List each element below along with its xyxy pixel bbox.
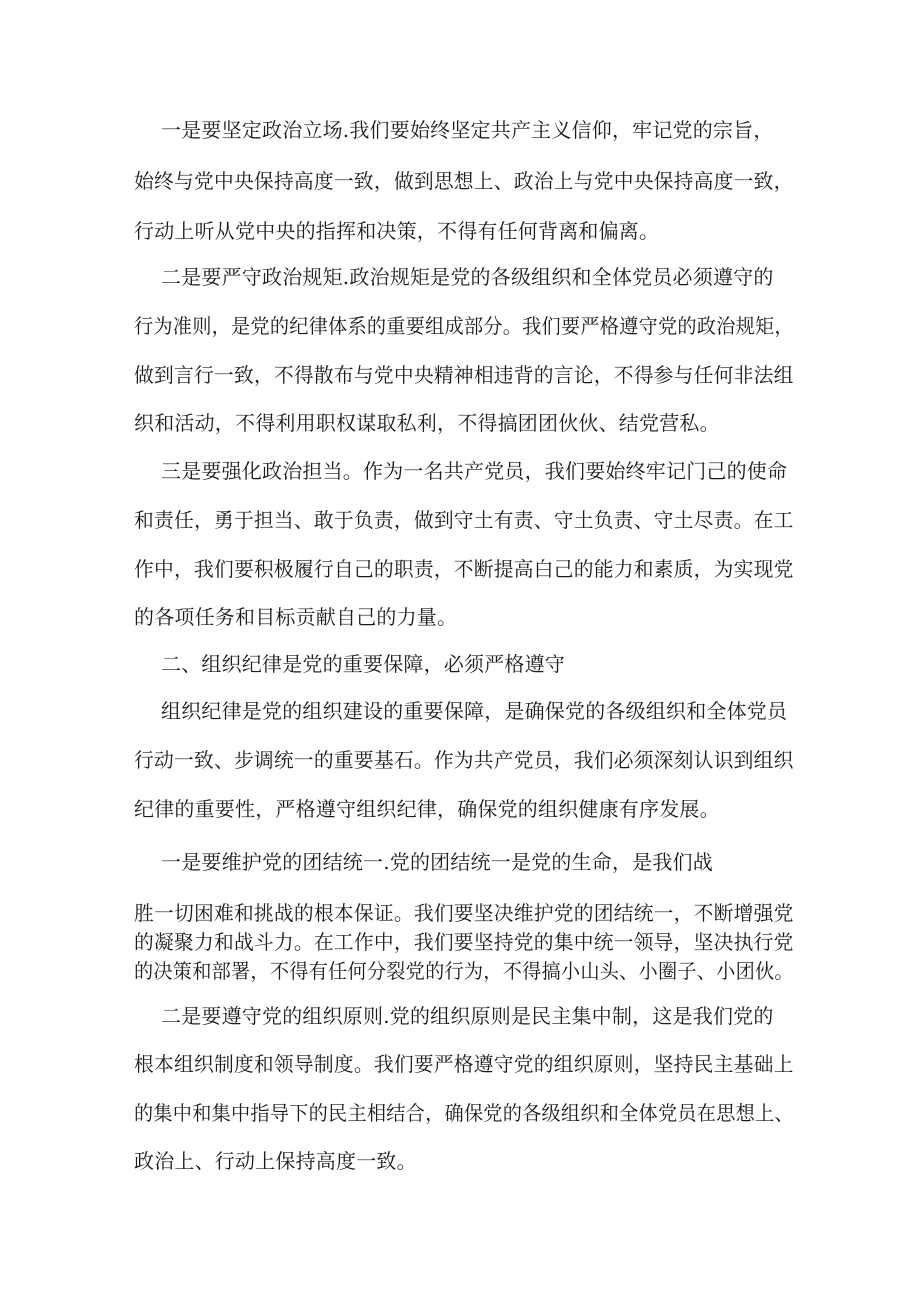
text-line: 二是要遵守党的组织原则.党的组织原则是民主集中制，这是我们党的 — [161, 1004, 774, 1028]
text-line: 政治上、行动上保持高度一致。 — [134, 1149, 417, 1173]
text-line: 纪律的重要性，严格遵守组织纪律，确保党的组织健康有序发展。 — [134, 797, 720, 821]
text-line: 三是要强化政治担当。作为一名共产党员，我们要始终牢记门己的使命 — [161, 459, 788, 483]
text-line: 二是要严守政治规矩.政治规矩是党的各级组织和全体党员必须遵守的 — [161, 265, 774, 289]
text-line: 行动上听从党中央的指挥和决策，不得有任何背离和偏离。 — [134, 219, 660, 243]
text-line: 和责任，勇于担当、敢于负责，做到守土有责、守土负责、守土尽责。在工 — [134, 508, 794, 532]
text-line: 根本组织制度和领导制度。我们要严格遵守党的组织原则，坚持民主基础上 — [134, 1052, 794, 1076]
text-line: 的决策和部署，不得有任何分裂党的行为，不得搞小山头、小圈子、小团伙。 — [134, 959, 794, 983]
text-line: 组织纪律是党的组织建设的重要保障，是确保党的各级组织和全体党员 — [161, 699, 788, 723]
section-heading: 二、组织纪律是党的重要保障，必须严格遵守 — [161, 652, 565, 676]
text-line: 行为准则，是党的纪律体系的重要组成部分。我们要严格遵守党的政治规矩， — [134, 314, 794, 338]
text-line: 的集中和集中指导下的民主相结合，确保党的各级组织和全体党员在思想上、 — [134, 1101, 794, 1125]
text-line: 行动一致、步调统一的重要基石。作为共产党员，我们必须深刻认识到组织 — [134, 748, 794, 772]
text-line: 一是要维护党的团结统一.党的团结统一是党的生命，是我们战 — [161, 850, 713, 874]
text-line: 作中，我们要积极履行自己的职责，不断提高白己的能力和素质，为实现党 — [134, 557, 794, 581]
text-line: 的各项任务和目标贡献自己的力量。 — [134, 605, 458, 629]
text-line: 的凝聚力和战斗力。在工作中，我们要坚持党的集中统一领导，坚决执行党 — [134, 930, 794, 954]
text-line: 织和活动，不得利用职权谋取私利，不得搞团团伙伙、结党营私。 — [134, 411, 720, 435]
text-line: 一是要坚定政治立场.我们要始终坚定共产主义信仰，牢记党的宗旨， — [161, 118, 774, 142]
text-line: 始终与党中央保持高度一致，做到思想上、政治上与党中央保持高度一致， — [134, 169, 794, 193]
text-line: 做到言行一致，不得散布与党中央精神相违背的言论，不得参与任何非法组 — [134, 363, 794, 387]
text-line: 胜一切困难和挑战的根本保证。我们要坚决维护党的团结统一，不断增强党 — [134, 901, 794, 925]
